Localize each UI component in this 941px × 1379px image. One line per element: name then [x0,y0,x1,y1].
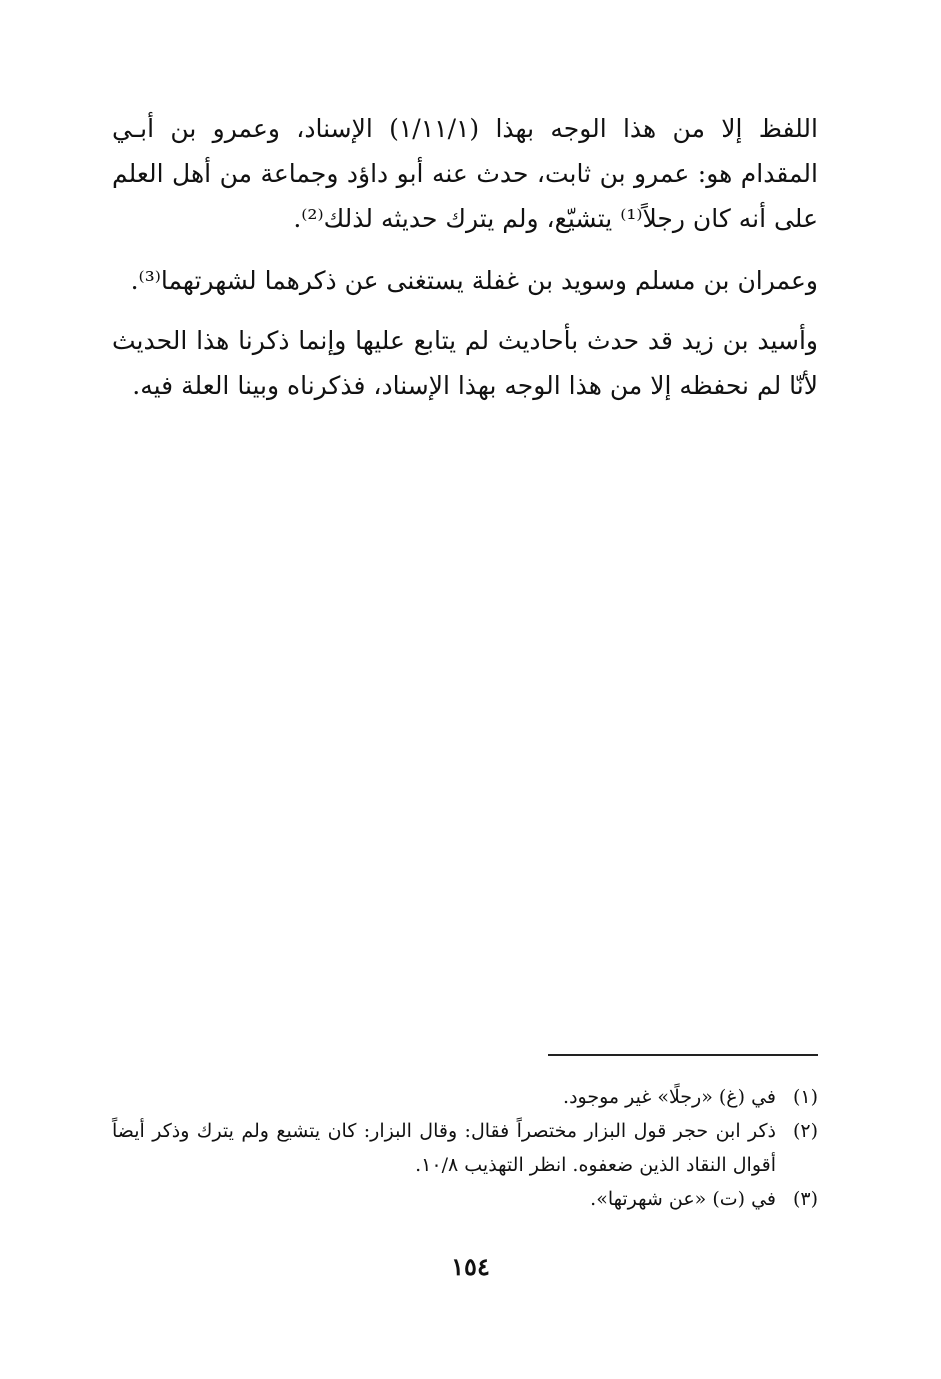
footnotes-section [112,1080,818,1216]
footnote-text: في (ت) «عن شهرتها». [590,1188,776,1210]
body-paragraph: اللفظ إلا من هذا الوجه بهذا (١/١١/١) الإسناد، وعمرو بن أبـي المقدام هو: عمرو بن ثابت، حدث عنه أبو داؤد وجماعة من أهل العلم على أنه كان رجلاً⁽¹⁾ يتشيّع، ولم يترك حديثه لذلك⁽²⁾. [112,114,818,233]
footnote-text: في (غ) «رجلًا» غير موجود. [563,1086,776,1108]
footnote [112,1114,818,1182]
footnote-number: (١) [792,1086,818,1108]
footnote-separator [548,1054,818,1056]
footnote [112,1182,818,1216]
footnote-text: ذكر ابن حجر قول البزار مختصراً فقال: وقال البزار: كان يتشيع ولم يترك وذكر أيضاً أقوال النقاد الذين ضعفوه. انظر التهذيب ١٠/٨. [112,1120,776,1176]
body-paragraph: وأسيد بن زيد قد حدث بأحاديث لم يتابع عليها وإنما ذكرنا هذا الحديث لأنّا لم نحفظه إلا من هذا الوجه بهذا الإسناد، فذكرناه وبينا العلة فيه. [112,326,818,400]
footnote-number: (٢) [792,1120,818,1142]
page-number: ١٥٤ [451,1252,490,1281]
footnote-number: (٣) [792,1188,818,1210]
body-paragraph: وعمران بن مسلم وسويد بن غفلة يستغنى عن ذكرهما لشهرتهما⁽³⁾. [130,266,818,295]
footnote [112,1080,818,1114]
